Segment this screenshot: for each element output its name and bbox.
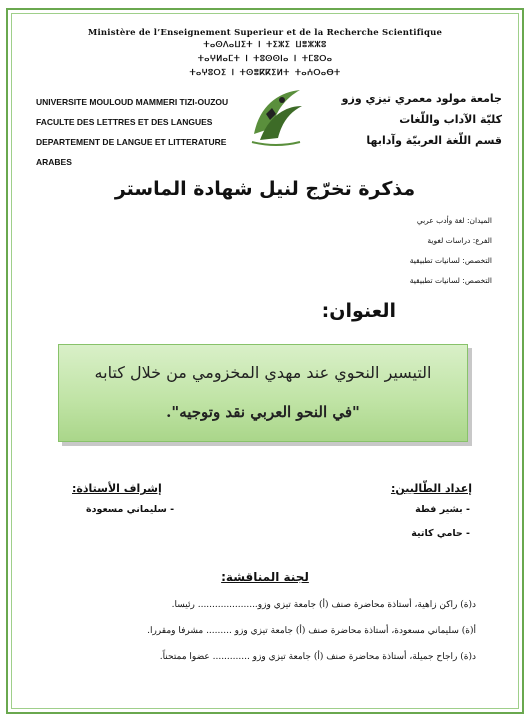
ar-department: قسم اللّغة العربيّة وآدابها [366,134,502,147]
arabic-institution-block [312,88,502,151]
fr-university: UNIVERSITE MOULOUD MAMMERI TIZI-OUZOU [36,97,229,107]
committee-heading: لجنة المناقشة: [221,570,309,584]
title-label: العنوان: [321,300,396,322]
fr-department: DEPARTEMENT DE LANGUE ET LITTERATURE ARABES [36,137,227,167]
thesis-title-line-2: "في النحو العربي نقد وتوجيه". [166,403,360,421]
tifinagh-line-3: ⵜⴰⵖⵓⵔⵉ ⵏ ⵜⵙⴻⴽⴽⵉⵍⵜ ⵜⴰⵄⵔⴰⴱⵜ [189,68,341,77]
memo-title: مذكرة تخرّج لنيل شهادة الماستر [114,178,416,200]
student-name: - حامي كاتية [411,528,470,539]
tifinagh-line-1: ⵜⴰⵙⴷⴰⵡⵉⵜ ⵏ ⵜⵉⵣⵉ ⵡⴻⵣⵣⵓ [203,40,327,49]
ar-university: جامعة مولود معمري تيزي وزو [341,92,502,105]
fr-faculty: FACULTE DES LETTRES ET DES LANGUES [36,117,213,127]
meta-specialty-1: التخصص: لسانيات تطبيقية [409,256,492,265]
committee-member: د(ة) راجاح جميلة، أستاذة محاضرة صنف (أ) جامعة تيزي وزو ............. عضوا ممتحناً. [159,652,476,662]
ar-faculty: كليّة الآداب واللّغات [399,113,502,126]
university-logo-icon [246,84,306,150]
thesis-title-line-1: التيسير النحوي عند مهدي المخزومي من خلال كتابه [94,363,432,382]
committee-member: أ(ة) سليماني مسعودة، أستاذة محاضرة صنف (أ) جامعة تيزي وزو ......... مشرفا ومقررا. [147,626,476,636]
meta-specialty-2: التخصص: لسانيات تطبيقية [409,276,492,285]
committee-member: د(ة) راكن زاهية، أستاذة محاضرة صنف (أ) جامعة تيزي وزو..................... رئيسا. [171,600,476,610]
french-institution-block [36,92,256,172]
student-name: - بشير فطة [415,504,470,515]
meta-branch: الفرع: دراسات لغوية [427,236,492,245]
tifinagh-line-2: ⵜⴰⵖⵍⴰⵎⵜ ⵏ ⵜⵓⵙⵙⵏⴰ ⵏ ⵜⵎⵓⵔⴰ [197,54,333,63]
ministry-heading: Ministère de l’Enseignement Superieur et de la Recherche Scientifique [87,28,443,38]
thesis-title-box [58,344,468,442]
students-heading: إعداد الطّالبين: [390,482,472,495]
supervisor-heading: إشراف الأستاذة: [72,482,162,495]
meta-field: الميدان: لغة وأدب عربي [416,216,492,225]
supervisor-name: - سليماني مسعودة [86,504,175,515]
